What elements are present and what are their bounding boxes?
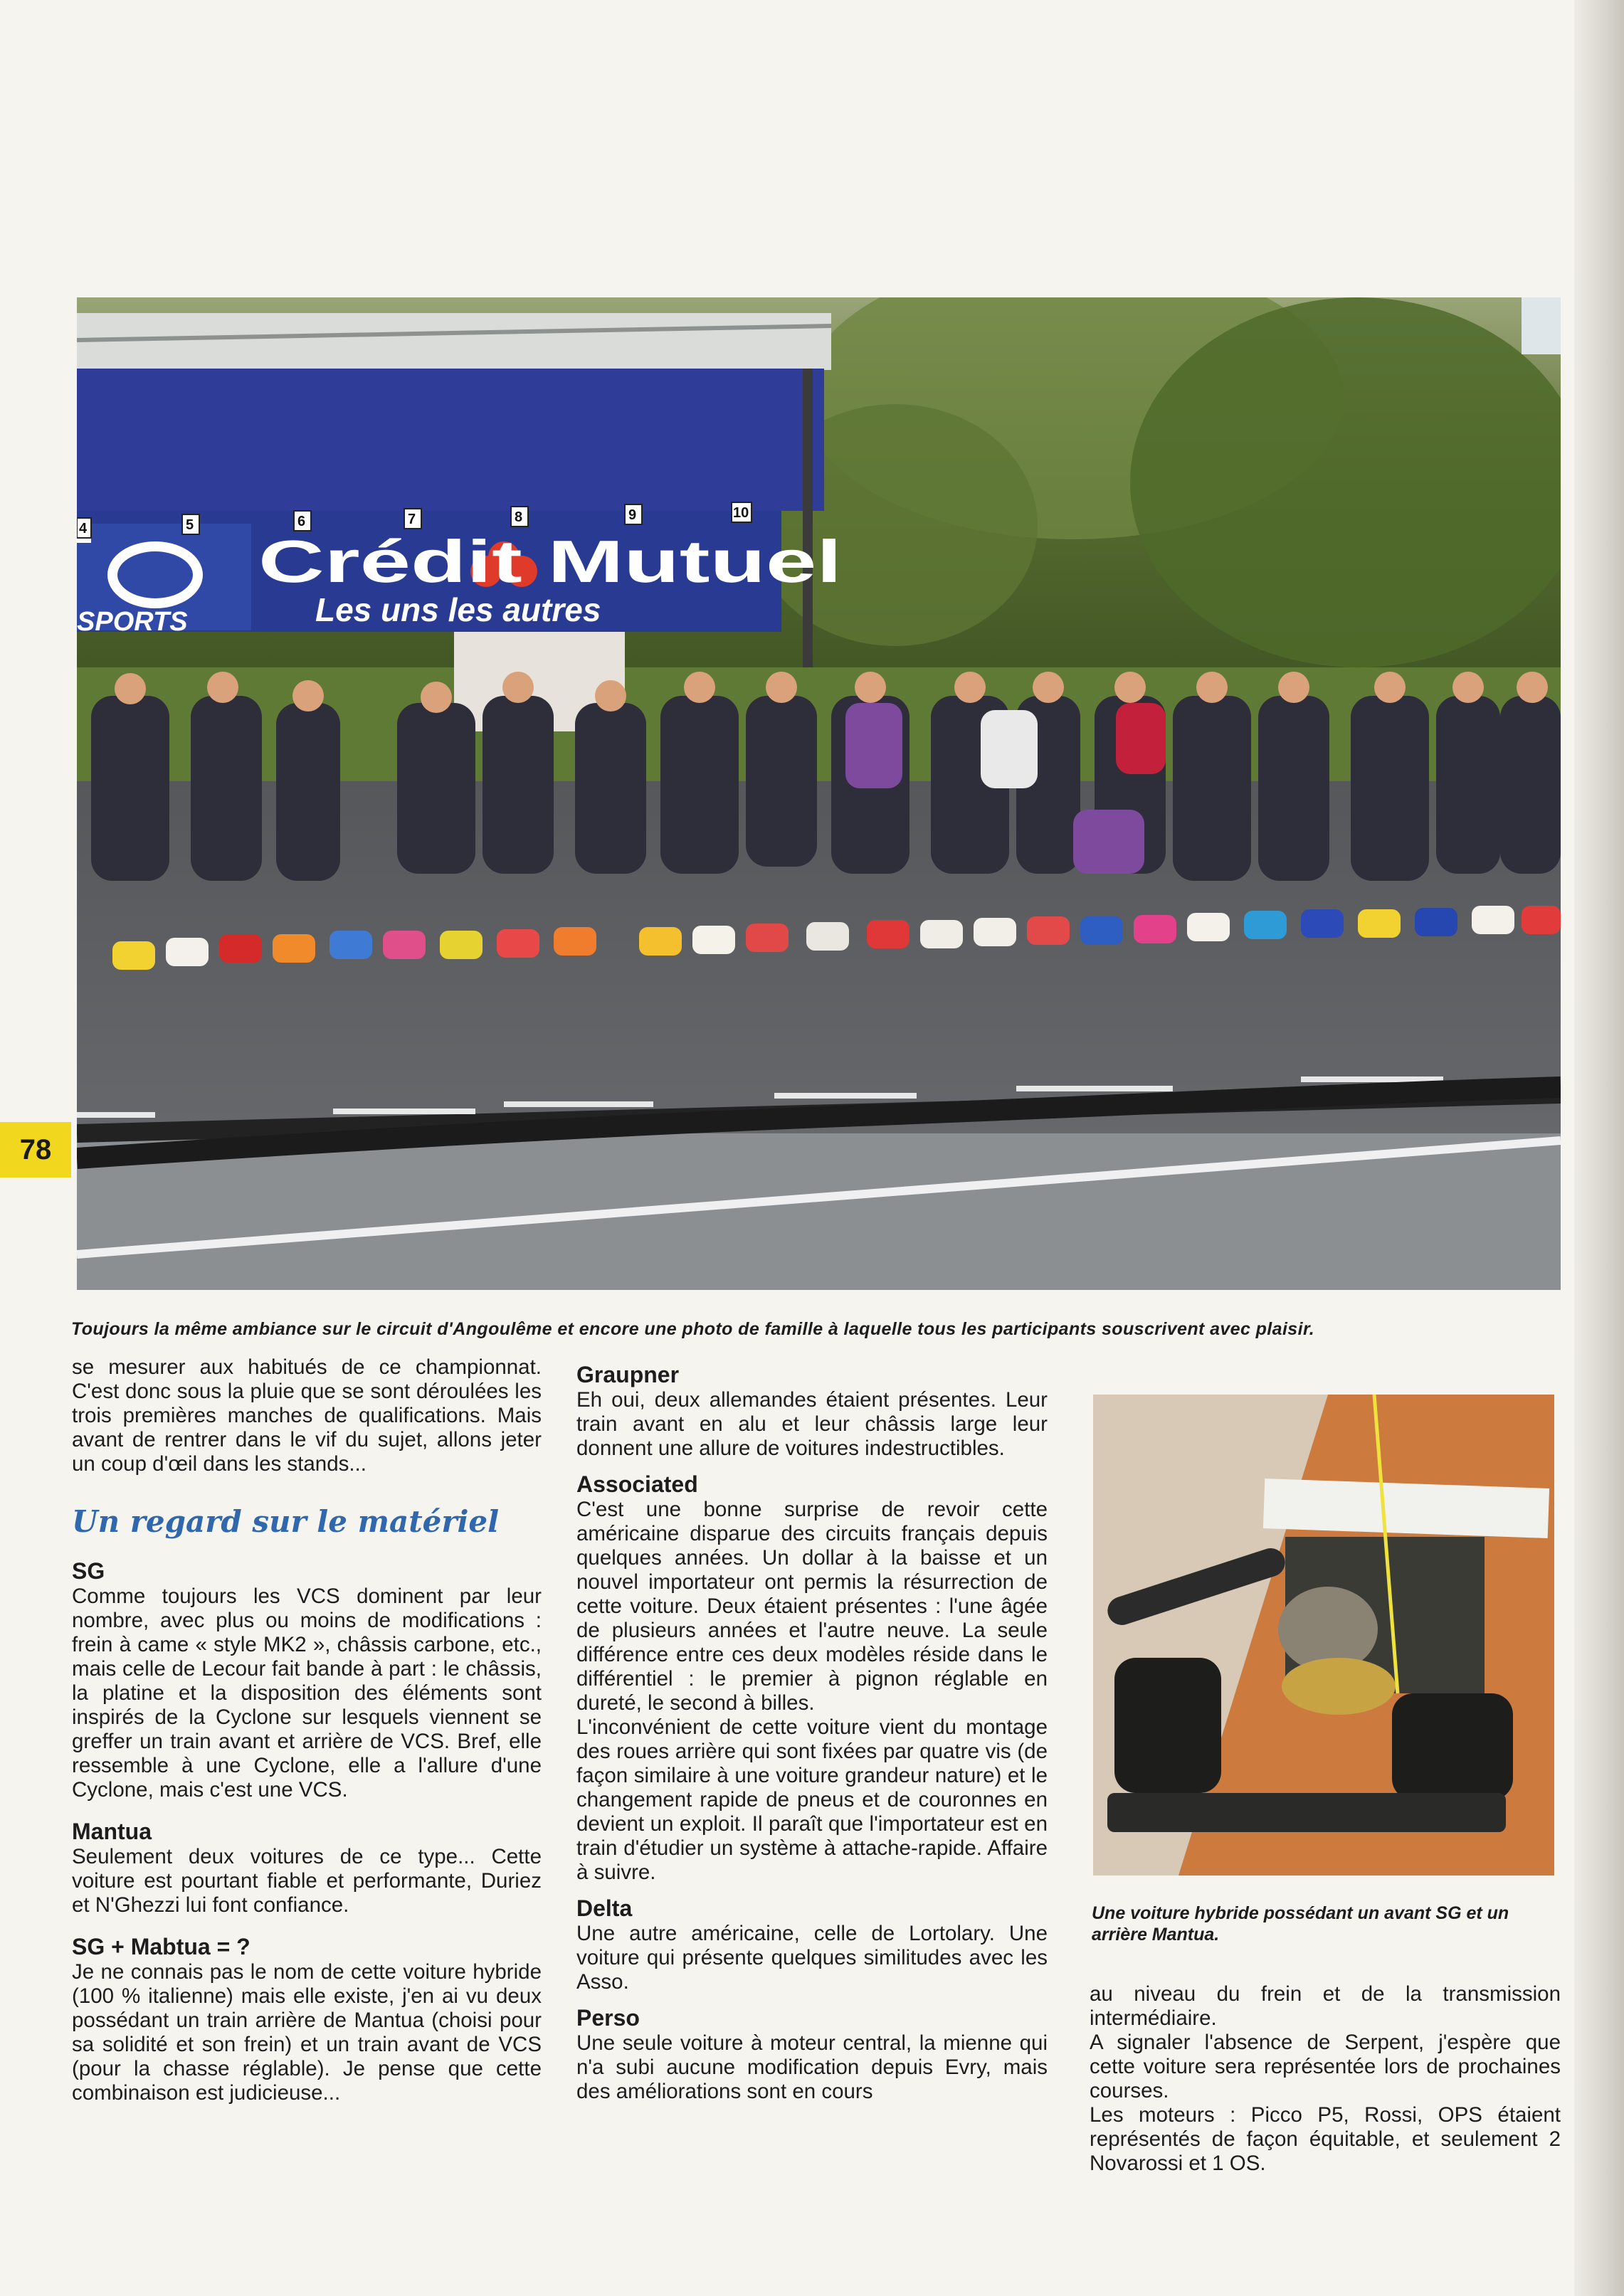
graupner-heading: Graupner: [576, 1362, 680, 1387]
main-photo: [77, 297, 1561, 1290]
column-3: [1090, 1982, 1561, 2176]
delta-paragraph: Une autre américaine, celle de Lortolary. Une voiture qui présente quelques similitudes avec les Asso.: [576, 1922, 1048, 1994]
sg-mantua-paragraph: Je ne connais pas le nom de cette voiture hybride (100 % italienne) mais elle existe, j'en ai vu deux possédant un train arrière de Mantua (choisi pour sa solidité et son frein) et un train avant de VCS (pour la chasse réglable). Je pense que cette combinaison est judicieuse...: [72, 1960, 542, 2105]
car-photo: [1093, 1395, 1554, 1876]
pit-number: 6: [297, 514, 306, 529]
sg-mantua-heading: SG + Mabtua = ?: [72, 1934, 251, 1959]
main-photo-caption: Toujours la même ambiance sur le circuit d'Angoulême et encore une photo de famille à laquelle tous les participants souscrivent avec plaisir.: [71, 1319, 1315, 1339]
col3-paragraph-3: Les moteurs : Picco P5, Rossi, OPS étaient représentés de façon équitable, et seulement 2 Novarossi et 1 OS.: [1090, 2103, 1561, 2175]
mantua-heading: Mantua: [72, 1819, 152, 1844]
pit-number: 10: [733, 505, 749, 521]
associated-heading: Associated: [576, 1471, 698, 1497]
associated-paragraph-2: L'inconvénient de cette voiture vient du montage des roues arrière qui sont fixées par quatre vis (de façon similaire à une voiture grandeur nature) et le changement rapide de pneus et de couronnes en devient un exploit. Il paraît que l'importateur est en train d'étudier un système à attache-rapide. Affaire à suivre.: [576, 1715, 1048, 1884]
col3-paragraph-1: au niveau du frein et de la transmission intermédiaire.: [1090, 1982, 1561, 2030]
pit-number: 8: [515, 509, 523, 525]
sign-sports: SPORTS: [77, 607, 188, 637]
column-1: [72, 1355, 542, 2105]
section-title: Un regard sur le matériel: [72, 1504, 500, 1539]
delta-heading: Delta: [576, 1895, 633, 1921]
intro-paragraph: se mesurer aux habitués de ce championnat. C'est donc sous la pluie que se sont déroulées les trois premières manches de qualifications. Mais avant de rentrer dans le vif du sujet, allons jeter un coup d'œil dans les stands...: [72, 1355, 542, 1476]
sg-heading: SG: [72, 1558, 105, 1584]
page-edge-shadow: [1574, 0, 1624, 2296]
perso-heading: Perso: [576, 2005, 640, 2031]
sg-paragraph: Comme toujours les VCS dominent par leur nombre, avec plus ou moins de modifications : frein à came « style MK2 », châssis carbone, etc., mais celle de Lecour fait bande à part : le châssis, la platine et la disposition des éléments sont inspirés de la Cyclone sur lesquels viennent se greffer un train avant et arrière de VCS. Bref, elle ressemble à une Cyclone, elle a l'allure d'une Cyclone, mais c'est une VCS.: [72, 1585, 542, 1802]
sign-slogan: Les uns les autres: [315, 591, 601, 628]
pit-number: 7: [408, 512, 416, 527]
pit-number: 9: [628, 507, 637, 523]
page-number: 78: [0, 1122, 71, 1178]
associated-paragraph-1: C'est une bonne surprise de revoir cette américaine disparue des circuits français depuis quelques années. Un dollar à la baisse et un nouvel importateur ont permis la résurrection de cette voiture. Deux étaient présentes : l'une âgée de plusieurs années et l'autre neuve. La seule différence entre ces deux modèles réside dans le différentiel : le premier à pignon réglable en dureté, le second à billes.: [576, 1498, 1048, 1715]
col3-paragraph-2: A signaler l'absence de Serpent, j'espère que cette voiture sera représentée lors de prochaines courses.: [1090, 2031, 1561, 2102]
perso-paragraph: Une seule voiture à moteur central, la mienne qui n'a subi aucune modification depuis Evry, mais des améliorations sont en cours: [576, 2031, 1048, 2103]
mantua-paragraph: Seulement deux voitures de ce type... Cette voiture est pourtant fiable et performante, Duriez et N'Ghezzi lui font confiance.: [72, 1845, 542, 1917]
pit-number: 5: [186, 517, 194, 533]
graupner-paragraph: Eh oui, deux allemandes étaient présentes. Leur train avant en alu et leur châssis large leur donnent une allure de voitures indestructibles.: [576, 1388, 1048, 1460]
pit-number: 4: [79, 521, 88, 536]
column-2: [576, 1361, 1048, 2104]
car-photo-caption: Une voiture hybride possédant un avant SG et un arrière Mantua.: [1092, 1903, 1509, 1945]
sign-brand: Crédit Mutuel: [258, 528, 842, 595]
